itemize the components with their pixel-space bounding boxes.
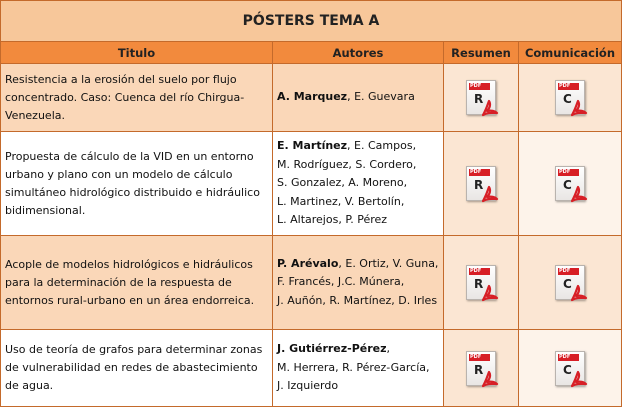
pdf-letter: R [474,362,484,377]
presenting-author: P. Arévalo [277,256,339,270]
header-resumen: Resumen [444,42,519,64]
acrobat-swirl-icon [570,370,588,388]
table-row [1,236,622,330]
table-row [1,64,622,132]
pdf-comunicacion-icon[interactable] [555,166,585,201]
pdf-letter: C [563,92,572,106]
coauthors: J. Auñón, R. Martínez, D. Irles [277,293,438,307]
coauthors: , E. Ortiz, V. Guna, [338,256,439,270]
poster-title: Acople de modelos hidrológicos e hidráulicos para la determinación de la respuesta de entornos rural-urbano en un área endorreica. [1,236,273,330]
resumen-cell [444,64,519,132]
acrobat-swirl-icon [481,99,499,117]
acrobat-swirl-icon [570,99,588,117]
resumen-cell [444,132,519,236]
author-line [277,156,439,175]
pdf-band-label: PDF [558,268,579,275]
author-line [277,174,439,193]
pdf-band-label: PDF [558,354,579,361]
author-line [277,211,439,230]
resumen-cell [444,236,519,330]
pdf-band-label: PDF [469,354,490,361]
acrobat-swirl-icon [570,284,588,302]
coauthors: S. Gonzalez, A. Moreno, [277,176,408,190]
poster-authors [273,64,444,132]
pdf-letter: R [474,92,484,106]
acrobat-swirl-icon [481,185,499,203]
table-row [1,330,622,407]
presenting-author: J. Gutiérrez-Pérez [277,342,387,356]
pdf-band-label: PDF [558,169,579,176]
author-line [277,255,439,274]
author-line [277,273,439,292]
author-line [277,292,439,311]
pdf-resumen-icon[interactable] [466,166,496,201]
acrobat-swirl-icon [481,370,499,388]
author-line [277,137,439,156]
poster-title: Propuesta de cálculo de la VID en un entorno urbano y plano con un modelo de cálculo simultáneo hidrológico distribuido e hidráulico bidimensional. [1,132,273,236]
pdf-band-label: PDF [558,83,579,90]
table-row [1,132,622,236]
poster-authors [273,330,444,407]
pdf-letter: C [563,277,572,291]
coauthors: F. Francés, J.C. Múnera, [277,275,405,289]
presenting-author: E. Martínez [277,139,348,153]
pdf-band-label: PDF [469,268,490,275]
author-line [277,340,439,359]
pdf-comunicacion-icon[interactable] [555,80,585,115]
pdf-letter: C [563,362,572,377]
table-title-row [1,1,622,42]
comunicacion-cell [519,64,622,132]
pdf-resumen-icon[interactable] [466,265,496,300]
coauthors: J. Izquierdo [277,379,339,393]
pdf-letter: R [474,178,484,192]
coauthors: , E. Campos, [347,139,417,153]
pdf-comunicacion-icon[interactable] [555,265,585,300]
author-line [277,88,439,107]
header-autores: Autores [273,42,444,64]
poster-title: Uso de teoría de grafos para determinar zonas de vulnerabilidad en redes de abastecimiento de agua. [1,330,273,407]
comunicacion-cell [519,132,622,236]
pdf-resumen-icon[interactable] [466,80,496,115]
header-row [1,42,622,64]
resumen-cell [444,330,519,407]
poster-authors [273,236,444,330]
coauthors: , E. Guevara [347,90,415,104]
pdf-band-label: PDF [469,83,490,90]
poster-title: Resistencia a la erosión del suelo por flujo concentrado. Caso: Cuenca del río Chirgua-Venezuela. [1,64,273,132]
pdf-letter: C [563,178,572,192]
pdf-resumen-icon[interactable] [466,351,496,386]
comunicacion-cell [519,330,622,407]
coauthors: M. Herrera, R. Pérez-García, [277,360,430,374]
coauthors: M. Rodríguez, S. Cordero, [277,157,417,171]
acrobat-swirl-icon [481,284,499,302]
comunicacion-cell [519,236,622,330]
author-line [277,359,439,378]
table-title: PÓSTERS TEMA A [1,1,622,42]
coauthors: L. Altarejos, P. Pérez [277,213,388,227]
author-line [277,377,439,396]
coauthors: , [386,342,391,356]
coauthors: L. Martinez, V. Bertolín, [277,194,405,208]
author-line [277,193,439,212]
presenting-author: A. Marquez [277,90,348,104]
pdf-comunicacion-icon[interactable] [555,351,585,386]
header-titulo: Titulo [1,42,273,64]
pdf-band-label: PDF [469,169,490,176]
acrobat-swirl-icon [570,185,588,203]
header-comunicacion: Comunicación [519,42,622,64]
poster-authors [273,132,444,236]
pdf-letter: R [474,277,484,291]
